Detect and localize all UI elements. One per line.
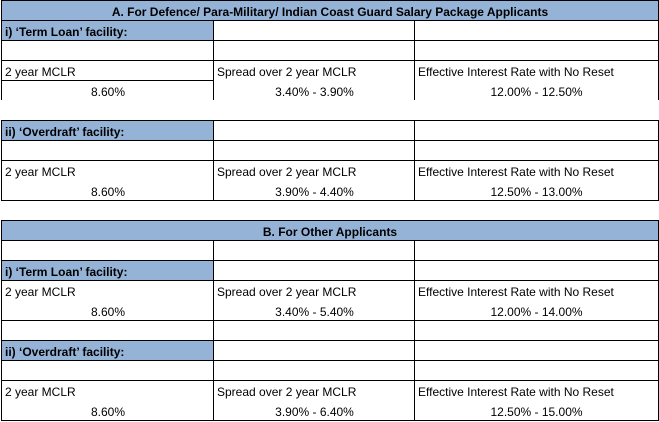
- value-effective-rate: 12.00% - 14.00%: [490, 305, 583, 319]
- empty-cell: [213, 40, 415, 60]
- table-cell: [213, 280, 415, 320]
- value-mclr: 8.60%: [90, 405, 126, 419]
- section-b-spacer-row: [0, 320, 659, 340]
- section-b-term-loan-data-row: [0, 280, 659, 320]
- empty-cell: [414, 40, 659, 60]
- empty-cell: [213, 140, 415, 160]
- section-b-title: B. For Other Applicants: [1, 220, 659, 240]
- value-effective-rate: 12.50% - 15.00%: [490, 405, 583, 419]
- table-cell: [1, 160, 214, 200]
- value-spread: 3.90% - 4.40%: [275, 185, 354, 199]
- section-a-overdraft-data-row: [0, 160, 659, 200]
- empty-cell: [1, 240, 214, 260]
- empty-cell: [213, 240, 415, 260]
- table-cell: [414, 160, 659, 200]
- table-cell: [213, 60, 415, 100]
- table-cell: [414, 380, 659, 421]
- section-b-overdraft-label: ii) ‘Overdraft’ facility:: [1, 340, 214, 360]
- column-header-spread: Spread over 2 year MCLR: [217, 65, 357, 80]
- empty-cell: [213, 20, 415, 40]
- empty-cell: [414, 240, 659, 260]
- section-a-term-loan-data-row: [0, 60, 659, 100]
- section-b-term-loan-label-row: [0, 260, 659, 280]
- empty-cell: [213, 120, 415, 140]
- column-header-mclr: 2 year MCLR: [5, 285, 76, 300]
- section-b-spacer-row: [0, 240, 659, 260]
- section-b-overdraft-label-row: [0, 340, 659, 360]
- empty-cell: [414, 340, 659, 360]
- section-a-spacer-row: [0, 40, 659, 60]
- table-cell: [1, 380, 214, 421]
- column-header-mclr: 2 year MCLR: [2, 61, 214, 81]
- table-cell: [213, 160, 415, 200]
- empty-cell: [213, 260, 415, 280]
- divider: [1, 200, 659, 201]
- empty-cell: [414, 140, 659, 160]
- value-spread: 3.40% - 5.40%: [275, 305, 354, 319]
- column-header-effective-rate: Effective Interest Rate with No Reset: [418, 65, 614, 80]
- empty-cell: [414, 320, 659, 340]
- empty-cell: [1, 40, 214, 60]
- section-b-header-row: [0, 220, 659, 240]
- empty-cell: [414, 360, 659, 380]
- empty-cell: [213, 320, 415, 340]
- section-a-term-loan-label-row: [0, 20, 659, 40]
- section-b-spacer-row: [0, 360, 659, 380]
- value-mclr: 8.60%: [90, 85, 126, 99]
- table-cell: [213, 380, 415, 421]
- column-header-mclr: 2 year MCLR: [5, 385, 76, 400]
- section-a-term-loan-label: i) ‘Term Loan’ facility:: [1, 20, 214, 40]
- value-mclr: 8.60%: [90, 185, 126, 199]
- column-header-effective-rate: Effective Interest Rate with No Reset: [418, 285, 614, 300]
- table-cell: [414, 280, 659, 320]
- section-b-term-loan-label: i) ‘Term Loan’ facility:: [1, 260, 214, 280]
- section-a-overdraft-label: ii) ‘Overdraft’ facility:: [1, 120, 214, 140]
- column-header-mclr: 2 year MCLR: [5, 165, 76, 180]
- section-a-header-row: [0, 0, 659, 20]
- value-mclr: 8.60%: [90, 305, 126, 319]
- section-a-overdraft-label-row: [0, 120, 659, 140]
- section-b-overdraft-data-row: [0, 380, 659, 421]
- column-header-effective-rate: Effective Interest Rate with No Reset: [418, 385, 614, 400]
- empty-cell: [213, 340, 415, 360]
- empty-cell: [213, 360, 415, 380]
- table-cell: [1, 60, 214, 100]
- column-header-spread: Spread over 2 year MCLR: [217, 165, 357, 180]
- empty-cell: [414, 260, 659, 280]
- empty-cell: [414, 120, 659, 140]
- empty-cell: [1, 320, 214, 340]
- value-spread: 3.90% - 6.40%: [275, 405, 354, 419]
- empty-cell: [1, 140, 214, 160]
- empty-cell: [414, 20, 659, 40]
- column-header-spread: Spread over 2 year MCLR: [217, 385, 357, 400]
- empty-cell: [1, 360, 214, 380]
- table-cell: [414, 60, 659, 100]
- column-header-effective-rate: Effective Interest Rate with No Reset: [418, 165, 614, 180]
- value-effective-rate: 12.50% - 13.00%: [490, 185, 583, 199]
- table-cell: [1, 280, 214, 320]
- section-a-title: A. For Defence/ Para-Military/ Indian Coast Guard Salary Package Applicants: [1, 0, 659, 20]
- value-effective-rate: 12.00% - 12.50%: [490, 85, 583, 99]
- column-header-spread: Spread over 2 year MCLR: [217, 285, 357, 300]
- section-a-spacer-row: [0, 140, 659, 160]
- value-spread: 3.40% - 3.90%: [275, 85, 354, 99]
